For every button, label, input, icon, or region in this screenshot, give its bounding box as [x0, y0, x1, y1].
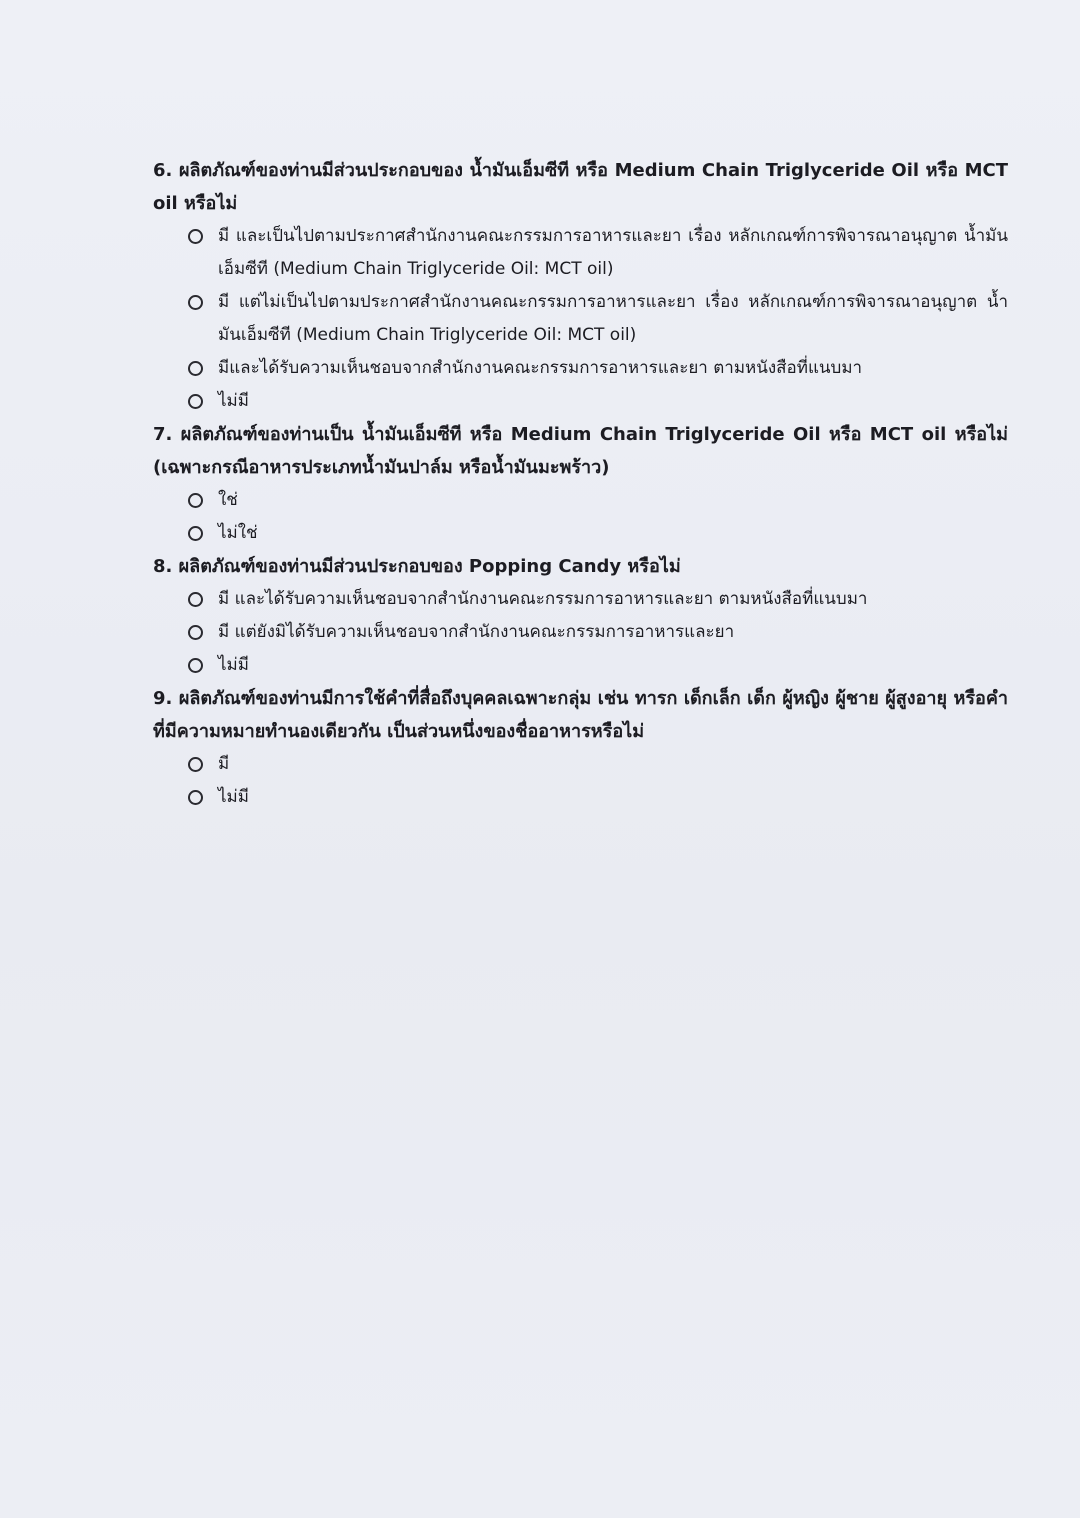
radio-circle-icon[interactable]	[188, 526, 203, 541]
question-7	[153, 418, 1008, 550]
radio-circle-icon[interactable]	[188, 295, 203, 310]
questionnaire	[153, 154, 1008, 814]
option-item[interactable]	[153, 517, 1008, 550]
question-8	[153, 550, 1008, 682]
option-item[interactable]	[153, 484, 1008, 517]
option-item[interactable]	[153, 220, 1008, 286]
option-label: มีและได้รับความเห็นชอบจากสำนักงานคณะกรรมการอาหารและยา ตามหนังสือที่แนบมา	[218, 358, 863, 378]
question-9	[153, 682, 1008, 814]
option-label: ไม่มี	[218, 787, 249, 807]
radio-circle-icon[interactable]	[188, 757, 203, 772]
option-label: มี และเป็นไปตามประกาศสำนักงานคณะกรรมการอาหารและยา เรื่อง หลักเกณฑ์การพิจารณาอนุญาต น้ำมันเอ็มซีที (Medium Chain Triglyceride Oil: MCT oil)	[218, 226, 1008, 279]
option-item[interactable]	[153, 781, 1008, 814]
option-item[interactable]	[153, 286, 1008, 352]
option-label: มี แต่ยังมิได้รับความเห็นชอบจากสำนักงานคณะกรรมการอาหารและยา	[218, 622, 735, 642]
radio-circle-icon[interactable]	[188, 229, 203, 244]
option-label: มี แต่ไม่เป็นไปตามประกาศสำนักงานคณะกรรมการอาหารและยา เรื่อง หลักเกณฑ์การพิจารณาอนุญาต น้ำมันเอ็มซีที (Medium Chain Triglyceride Oil: MCT oil)	[218, 292, 1008, 345]
option-label: ไม่ใช่	[218, 523, 258, 543]
option-list	[153, 220, 1008, 418]
option-list	[153, 583, 1008, 682]
radio-circle-icon[interactable]	[188, 493, 203, 508]
question-text: 7. ผลิตภัณฑ์ของท่านเป็น น้ำมันเอ็มซีที หรือ Medium Chain Triglyceride Oil หรือ MCT oil หรือไม่ (เฉพาะกรณีอาหารประเภทน้ำมันปาล์ม หรือน้ำมันมะพร้าว)	[153, 424, 1008, 478]
option-item[interactable]	[153, 748, 1008, 781]
option-label: มี	[218, 754, 230, 774]
option-item[interactable]	[153, 583, 1008, 616]
option-item[interactable]	[153, 616, 1008, 649]
option-list	[153, 748, 1008, 814]
option-list	[153, 484, 1008, 550]
radio-circle-icon[interactable]	[188, 592, 203, 607]
option-label: ไม่มี	[218, 391, 249, 411]
radio-circle-icon[interactable]	[188, 658, 203, 673]
option-item[interactable]	[153, 352, 1008, 385]
question-text: 8. ผลิตภัณฑ์ของท่านมีส่วนประกอบของ Popping Candy หรือไม่	[153, 556, 681, 577]
question-6	[153, 154, 1008, 418]
option-label: ไม่มี	[218, 655, 249, 675]
radio-circle-icon[interactable]	[188, 361, 203, 376]
option-item[interactable]	[153, 385, 1008, 418]
radio-circle-icon[interactable]	[188, 394, 203, 409]
option-item[interactable]	[153, 649, 1008, 682]
question-text: 9. ผลิตภัณฑ์ของท่านมีการใช้คำที่สื่อถึงบุคคลเฉพาะกลุ่ม เช่น ทารก เด็กเล็ก เด็ก ผู้หญิง ผู้ชาย ผู้สูงอายุ หรือคำที่มีความหมายทำนองเดียวกัน เป็นส่วนหนึ่งของชื่ออาหารหรือไม่	[153, 688, 1008, 742]
question-text: 6. ผลิตภัณฑ์ของท่านมีส่วนประกอบของ น้ำมันเอ็มซีที หรือ Medium Chain Triglyceride Oil หรือ MCT oil หรือไม่	[153, 160, 1008, 214]
option-label: ใช่	[218, 490, 238, 510]
radio-circle-icon[interactable]	[188, 790, 203, 805]
radio-circle-icon[interactable]	[188, 625, 203, 640]
option-label: มี และได้รับความเห็นชอบจากสำนักงานคณะกรรมการอาหารและยา ตามหนังสือที่แนบมา	[218, 589, 868, 609]
